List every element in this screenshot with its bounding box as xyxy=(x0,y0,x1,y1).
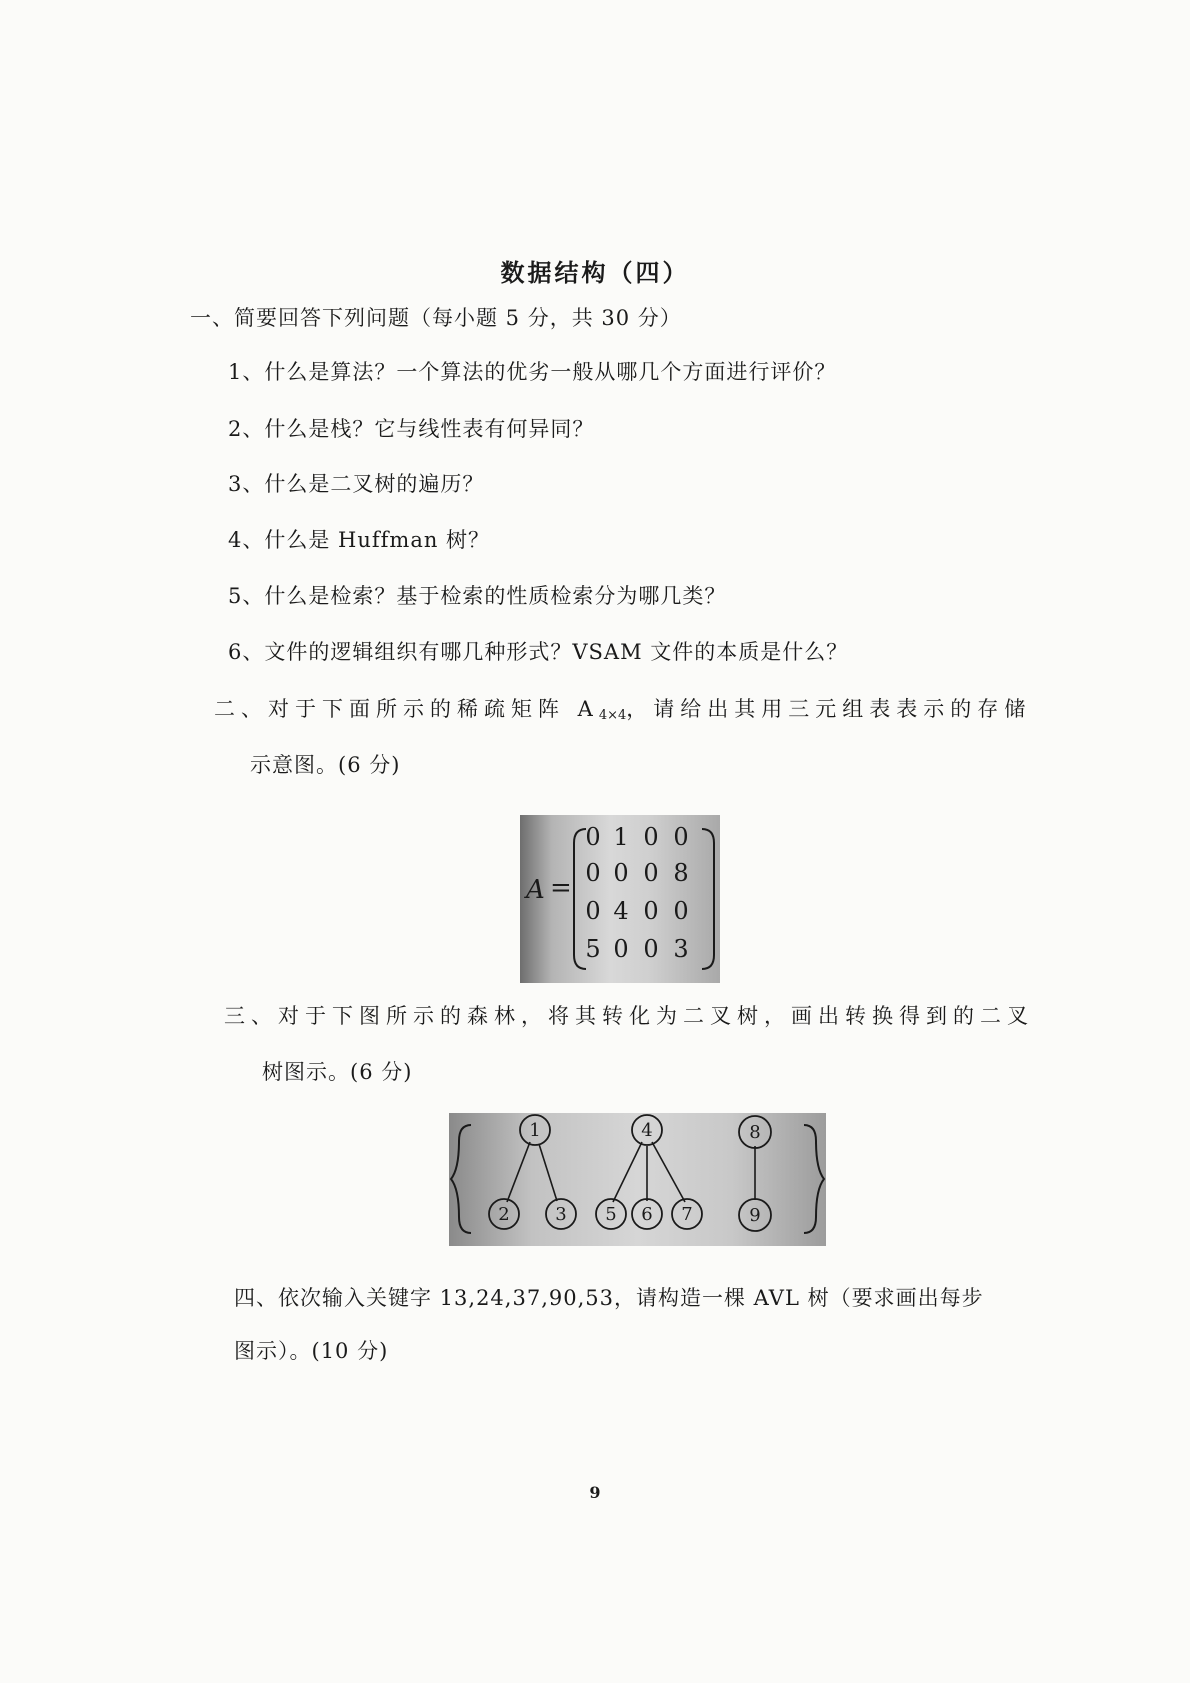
question-6: 6、文件的逻辑组织有哪几种形式？VSAM 文件的本质是什么？ xyxy=(228,640,849,664)
forest-node-4: 4 xyxy=(641,1120,653,1141)
matrix-cell-r2c4: 8 xyxy=(673,859,689,887)
section-4-line-2: 图示）。(10 分) xyxy=(234,1339,389,1363)
forest-node-2: 2 xyxy=(498,1204,510,1225)
matrix-cell-r3c3: 0 xyxy=(643,897,659,925)
forest-node-1: 1 xyxy=(529,1120,541,1141)
forest-node-8: 8 xyxy=(749,1122,761,1143)
matrix-cell-r4c2: 0 xyxy=(613,935,629,963)
sparse-matrix-figure xyxy=(520,815,720,983)
matrix-cell-r3c2: 4 xyxy=(613,897,629,925)
section-2-text-b: ，请给出其用三元组表表示的存储 xyxy=(626,697,1032,721)
question-2: 2、什么是栈？它与线性表有何异同？ xyxy=(228,417,595,441)
forest-diagram xyxy=(449,1113,826,1246)
section-1-heading: 一、简要回答下列问题（每小题 5 分，共 30 分） xyxy=(190,306,682,330)
question-3: 3、什么是二叉树的遍历？ xyxy=(228,472,485,496)
matrix-cell-r2c3: 0 xyxy=(643,859,659,887)
matrix-cell-r2c1: 0 xyxy=(585,859,601,887)
section-2-line-2: 示意图。(6 分) xyxy=(250,753,401,777)
question-5: 5、什么是检索？基于检索的性质检索分为哪几类？ xyxy=(228,584,727,608)
section-4-line-1: 四、依次输入关键字 13,24,37,90,53，请构造一棵 AVL 树（要求画出每步 xyxy=(234,1286,984,1310)
page-title: 数据结构（四） xyxy=(500,258,690,287)
matrix-cell-r1c3: 0 xyxy=(643,823,659,851)
question-1: 1、什么是算法？一个算法的优劣一般从哪几个方面进行评价？ xyxy=(228,360,837,384)
forest-figure xyxy=(449,1113,826,1246)
matrix-equals: = xyxy=(550,873,572,903)
matrix-cell-r1c2: 1 xyxy=(613,823,629,851)
forest-node-7: 7 xyxy=(681,1204,693,1225)
section-3-line-2: 树图示。(6 分) xyxy=(262,1060,413,1084)
matrix-cell-r4c1: 5 xyxy=(585,935,601,963)
forest-node-5: 5 xyxy=(605,1204,617,1225)
matrix-size-subscript: 4×4 xyxy=(598,708,627,723)
forest-node-9: 9 xyxy=(749,1205,761,1226)
matrix-cell-r2c2: 0 xyxy=(613,859,629,887)
matrix-cell-r1c1: 0 xyxy=(585,823,601,851)
matrix-cell-r1c4: 0 xyxy=(673,823,689,851)
page-number: 9 xyxy=(589,1483,601,1502)
matrix-cell-r3c1: 0 xyxy=(585,897,601,925)
question-4: 4、什么是 Huffman 树？ xyxy=(228,528,491,552)
matrix-cell-r3c4: 0 xyxy=(673,897,689,925)
matrix-cell-r4c4: 3 xyxy=(673,935,689,963)
forest-node-6: 6 xyxy=(641,1204,653,1225)
matrix-label: A xyxy=(526,875,545,905)
section-3-line-1: 三、对于下图所示的森林，将其转化为二叉树，画出转换得到的二叉 xyxy=(224,1004,1034,1028)
section-2-line-1 xyxy=(214,693,1031,723)
forest-node-3: 3 xyxy=(555,1204,567,1225)
matrix-cell-r4c3: 0 xyxy=(643,935,659,963)
section-2-text-a: 二、对于下面所示的稀疏矩阵 A xyxy=(214,697,599,721)
